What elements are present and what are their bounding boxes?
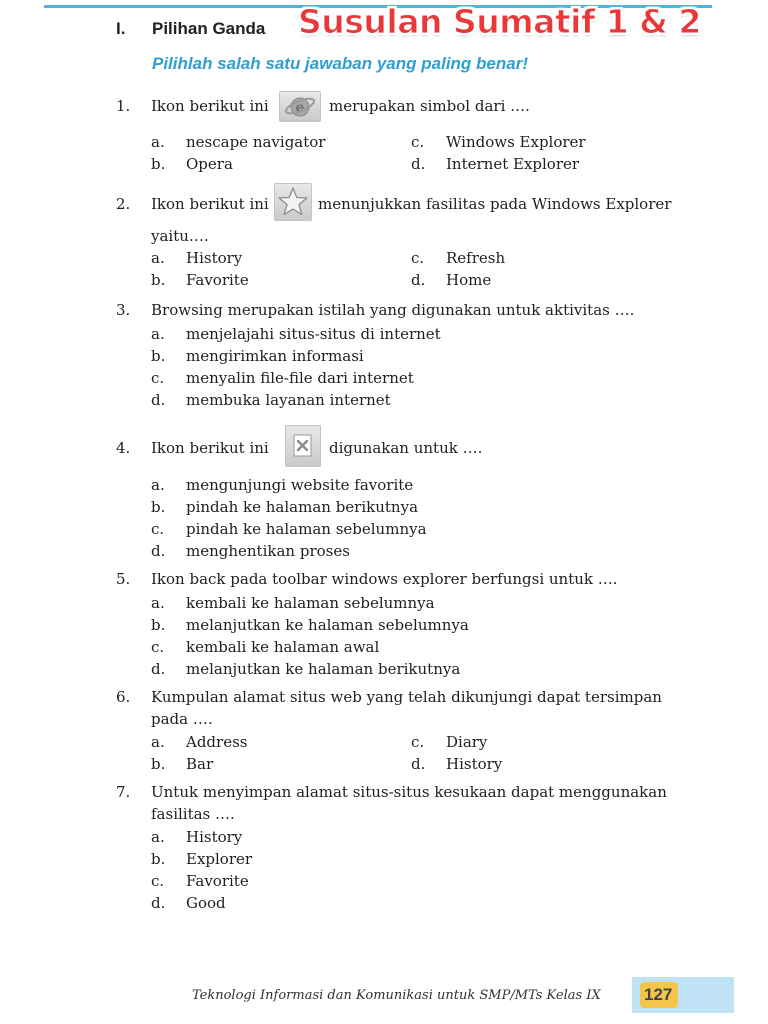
question-text-continued: digunakan untuk ….: [329, 439, 483, 457]
option-text: Bar: [186, 755, 214, 773]
question-number: 4.: [116, 439, 131, 457]
question-text: Ikon berikut ini: [151, 439, 269, 457]
option-letter: b.: [151, 616, 166, 634]
question-text: Kumpulan alamat situs web yang telah dikunjungi dapat tersimpan: [151, 688, 662, 706]
question-number: 6.: [116, 688, 131, 706]
internet-explorer-icon: [279, 91, 321, 122]
question-number: 3.: [116, 301, 131, 319]
option-letter: d.: [411, 755, 426, 773]
option-text: menyalin file-file dari internet: [186, 369, 414, 387]
option-letter: b.: [151, 347, 166, 365]
option-letter: d.: [411, 271, 426, 289]
option-text: Favorite: [186, 872, 249, 890]
option-letter: c.: [411, 733, 425, 751]
option-letter: a.: [151, 828, 165, 846]
option-text: pindah ke halaman sebelumnya: [186, 520, 427, 538]
option-letter: c.: [151, 638, 165, 656]
option-text: menjelajahi situs-situs di internet: [186, 325, 441, 343]
option-text: Favorite: [186, 271, 249, 289]
option-text: pindah ke halaman berikutnya: [186, 498, 419, 516]
option-letter: a.: [151, 249, 165, 267]
option-letter: c.: [151, 872, 165, 890]
option-letter: d.: [151, 660, 166, 678]
question-text: Ikon back pada toolbar windows explorer berfungsi untuk ….: [151, 570, 618, 588]
option-text: Good: [186, 894, 226, 912]
option-letter: a.: [151, 325, 165, 343]
svg-text:e: e: [295, 100, 305, 116]
option-text: mengunjungi website favorite: [186, 476, 414, 494]
option-letter: b.: [151, 850, 166, 868]
option-text: kembali ke halaman awal: [186, 638, 380, 656]
option-letter: c.: [151, 520, 165, 538]
option-text: Windows Explorer: [446, 133, 586, 151]
stop-icon: [285, 425, 321, 467]
option-letter: b.: [151, 271, 166, 289]
section-number: I.: [116, 19, 126, 38]
option-text: History: [446, 755, 503, 773]
question-number: 5.: [116, 570, 131, 588]
question-text: Ikon berikut ini: [151, 195, 269, 213]
option-letter: a.: [151, 733, 165, 751]
question-number: 7.: [116, 783, 131, 801]
option-letter: c.: [151, 369, 165, 387]
question-number: 1.: [116, 97, 131, 115]
question-text-continued: fasilitas ….: [151, 805, 235, 823]
option-text: nescape navigator: [186, 133, 326, 151]
question-text: Ikon berikut ini: [151, 97, 269, 115]
option-letter: b.: [151, 755, 166, 773]
footer-text: Teknologi Informasi dan Komunikasi untuk SMP/MTs Kelas IX: [192, 988, 601, 1003]
question-text-continued: merupakan simbol dari ….: [329, 97, 530, 115]
option-text: Address: [186, 733, 248, 751]
option-letter: d.: [411, 155, 426, 173]
section-title: Pilihan Ganda: [152, 19, 266, 38]
option-text: Opera: [186, 155, 233, 173]
question-text-continued: menunjukkan fasilitas pada Windows Explorer: [318, 195, 672, 213]
instruction: Pilihlah salah satu jawaban yang paling benar!: [152, 54, 528, 73]
option-text: History: [186, 828, 243, 846]
option-text: Explorer: [186, 850, 253, 868]
option-text: melanjutkan ke halaman berikutnya: [186, 660, 461, 678]
option-letter: a.: [151, 476, 165, 494]
option-letter: a.: [151, 133, 165, 151]
option-text: mengirimkan informasi: [186, 347, 364, 365]
option-text: menghentikan proses: [186, 542, 350, 560]
option-letter: c.: [411, 249, 425, 267]
question-text-continued: yaitu….: [151, 227, 209, 245]
option-letter: c.: [411, 133, 425, 151]
option-letter: b.: [151, 155, 166, 173]
option-text: membuka layanan internet: [186, 391, 391, 409]
option-text: History: [186, 249, 243, 267]
page-number: 127: [644, 985, 673, 1004]
option-text: Home: [446, 271, 492, 289]
option-text: Refresh: [446, 249, 506, 267]
option-letter: b.: [151, 498, 166, 516]
question-text: Browsing merupakan istilah yang digunakan untuk aktivitas ….: [151, 301, 635, 319]
option-text: melanjutkan ke halaman sebelumnya: [186, 616, 469, 634]
option-letter: d.: [151, 542, 166, 560]
question-text-continued: pada ….: [151, 710, 213, 728]
option-text: kembali ke halaman sebelumnya: [186, 594, 435, 612]
option-letter: d.: [151, 391, 166, 409]
option-text: Diary: [446, 733, 488, 751]
question-text: Untuk menyimpan alamat situs-situs kesukaan dapat menggunakan: [151, 783, 667, 801]
overlay-title: Susulan Sumatif 1 & 2: [298, 2, 701, 41]
option-text: Internet Explorer: [446, 155, 580, 173]
question-number: 2.: [116, 195, 131, 213]
option-letter: a.: [151, 594, 165, 612]
option-letter: d.: [151, 894, 166, 912]
favorites-star-icon: [274, 183, 312, 221]
